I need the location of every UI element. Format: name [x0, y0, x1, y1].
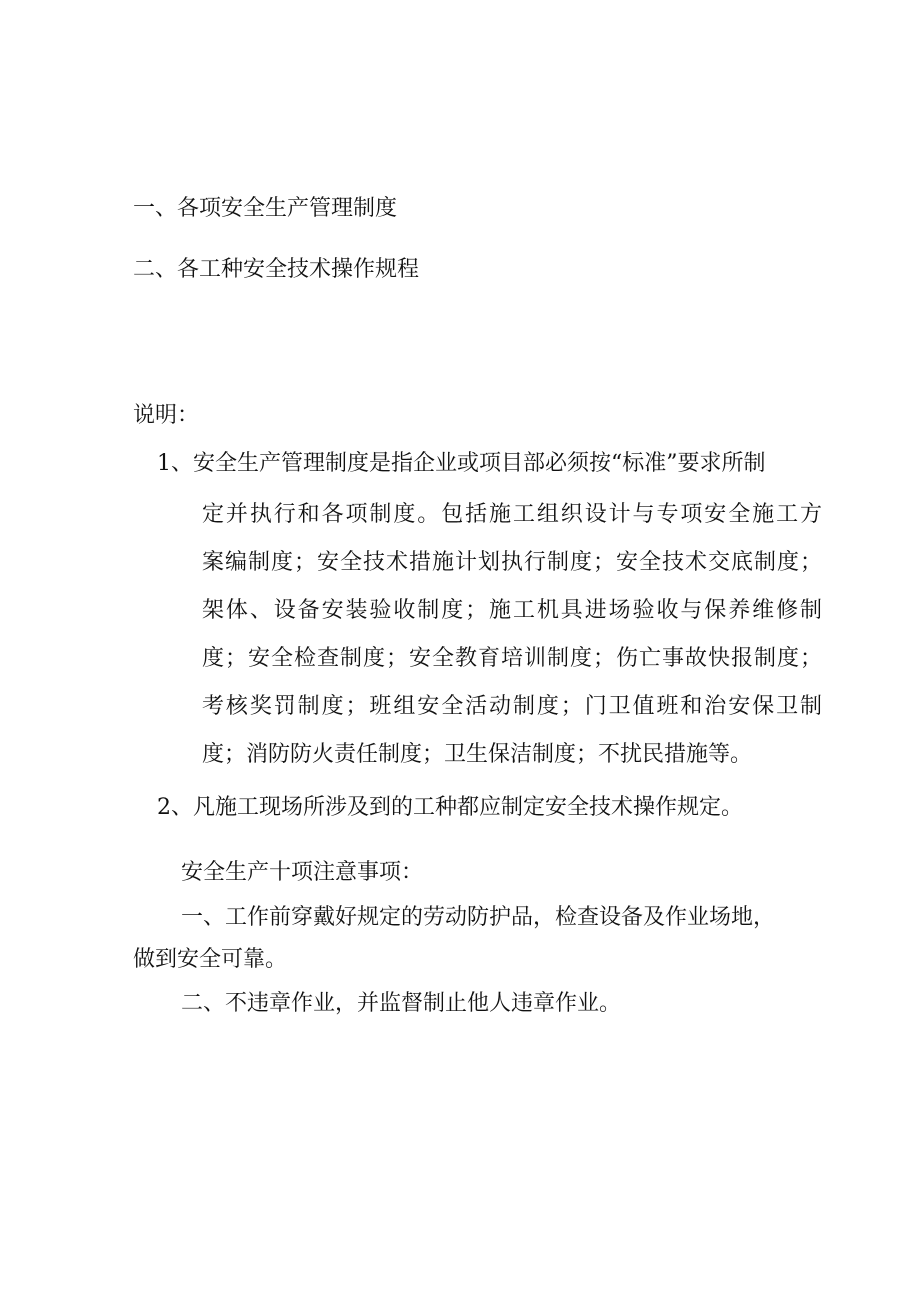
safety-heading: 安全生产十项注意事项：	[181, 860, 424, 885]
note-2: 2、凡施工现场所涉及到的工种都应制定安全技术操作规定。	[157, 795, 743, 820]
safety-item-1-line-2: 做到安全可靠。	[133, 947, 288, 972]
notes-heading: 说明：	[133, 403, 200, 428]
note-1-line-7: 度；消防防火责任制度；卫生保洁制度；不扰民措施等。	[202, 742, 753, 767]
toc-item-2: 二、各工种安全技术操作规程	[133, 257, 420, 282]
safety-item-1-line-1: 一、工作前穿戴好规定的劳动防护品，检查设备及作业场地，	[181, 905, 776, 930]
note-1-continuation	[202, 491, 822, 779]
note-1-line-3: 案编制度；安全技术措施计划执行制度；安全技术交底制度；	[202, 550, 822, 575]
safety-item-2: 二、不违章作业，并监督制止他人违章作业。	[181, 991, 622, 1016]
note-1-line-4: 架体、设备安装验收制度；施工机具进场验收与保养维修制	[202, 598, 822, 623]
toc-item-1: 一、各项安全生产管理制度	[133, 196, 398, 221]
note-1-line-1: 1、安全生产管理制度是指企业或项目部必须按“标准”要求所制	[157, 451, 766, 476]
note-1-line-2: 定并执行和各项制度。包括施工组织设计与专项安全施工方	[202, 502, 822, 527]
note-1-line-5: 度；安全检查制度；安全教育培训制度；伤亡事故快报制度；	[202, 646, 822, 671]
note-1-line-6: 考核奖罚制度；班组安全活动制度；门卫值班和治安保卫制	[202, 694, 822, 719]
